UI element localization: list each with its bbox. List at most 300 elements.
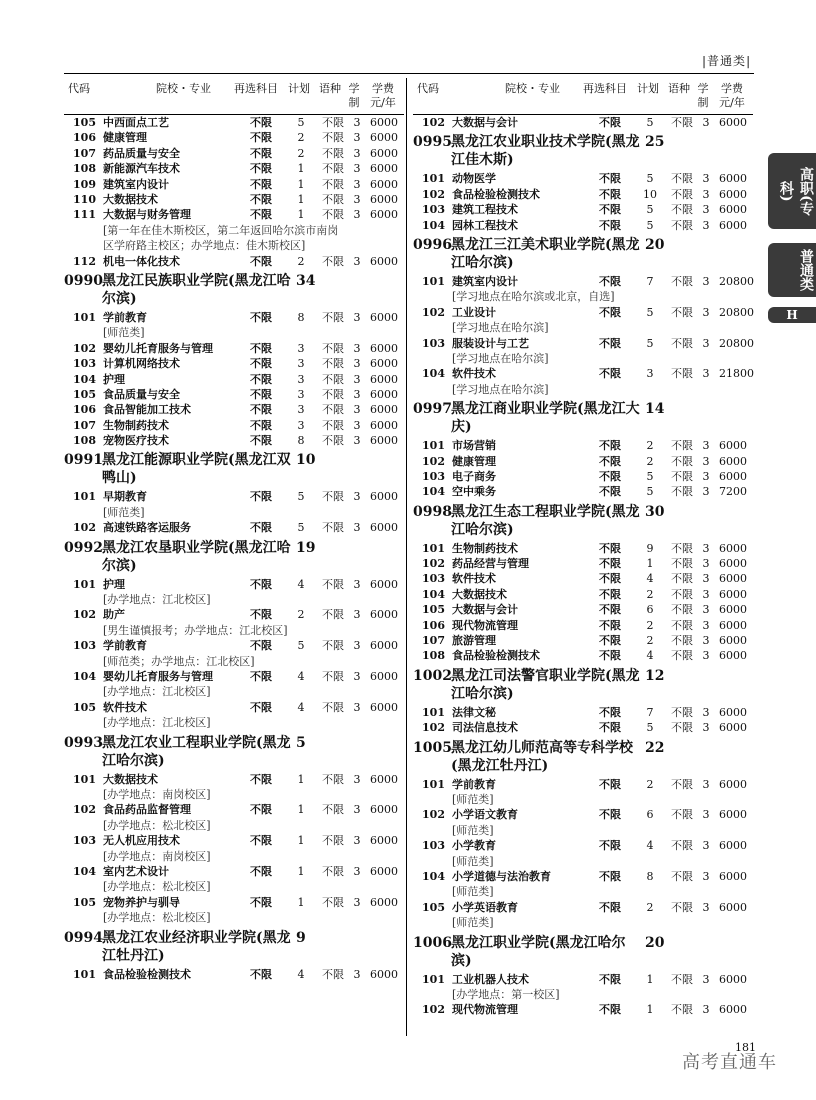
program-plan: 3 [297, 403, 305, 417]
school-name: 黑龙江民族职业学院(黑龙江哈尔滨) [102, 272, 291, 307]
program-plan: 5 [646, 485, 654, 499]
program-name: 高速铁路客运服务 [103, 521, 191, 535]
program-language: 不限 [322, 895, 344, 909]
school-code: 0996 [413, 236, 452, 253]
side-tabs [762, 153, 816, 323]
program-code: 103 [422, 203, 445, 217]
program-plan: 4 [297, 700, 305, 714]
program-row [64, 254, 404, 269]
program-fee: 6000 [370, 162, 398, 176]
program-plan: 4 [297, 577, 305, 591]
program-subject: 不限 [250, 208, 272, 222]
program-years: 3 [702, 367, 710, 381]
page-number: 181 [735, 1041, 756, 1054]
program-code: 105 [422, 603, 445, 617]
program-fee: 6000 [719, 187, 747, 201]
program-row [413, 202, 753, 217]
program-years: 3 [353, 131, 361, 145]
program-language: 不限 [322, 434, 344, 448]
program-row [64, 520, 404, 535]
school-name: 黑龙江三江美术职业学院(黑龙江哈尔滨) [451, 236, 640, 271]
school-code: 1005 [413, 739, 452, 756]
program-name: 服装设计与工艺 [452, 336, 529, 350]
school-plan: 20 [645, 236, 665, 253]
program-row [64, 161, 404, 176]
header-subject: 再选科目 [583, 82, 627, 95]
program-language: 不限 [671, 454, 693, 468]
program-row [64, 387, 404, 402]
program-years: 3 [353, 670, 361, 684]
header-code: 代码 [68, 82, 90, 95]
program-subject: 不限 [250, 803, 272, 817]
program-plan: 3 [297, 387, 305, 401]
program-plan: 2 [646, 587, 654, 601]
program-language: 不限 [322, 357, 344, 371]
program-subject: 不限 [599, 603, 621, 617]
program-row [64, 895, 404, 910]
school-heading [64, 272, 404, 308]
category-tag-label: 普通类 [707, 54, 747, 68]
program-row [413, 648, 753, 663]
program-name: 旅游管理 [452, 634, 496, 648]
program-fee: 6000 [370, 192, 398, 206]
program-name: 现代物流管理 [452, 1003, 518, 1017]
program-language: 不限 [671, 618, 693, 632]
program-name: 药品经营与管理 [452, 557, 529, 571]
program-language: 不限 [322, 131, 344, 145]
program-years: 3 [353, 803, 361, 817]
program-fee: 6000 [719, 572, 747, 586]
program-fee: 6000 [719, 218, 747, 232]
program-plan: 2 [297, 146, 305, 160]
program-name: 健康管理 [103, 131, 147, 145]
program-fee: 6000 [370, 700, 398, 714]
program-subject: 不限 [599, 203, 621, 217]
program-code: 102 [422, 557, 445, 571]
program-fee: 6000 [370, 208, 398, 222]
school-code: 0990 [64, 272, 103, 289]
table-header [64, 80, 404, 115]
program-note: [师范类] [452, 823, 494, 837]
program-note: [办学地点：松北校区] [103, 818, 211, 832]
program-note: [师范类] [452, 793, 494, 806]
program-plan: 6 [646, 603, 654, 617]
program-plan: 10 [643, 187, 657, 201]
program-name: 宠物养护与驯导 [103, 895, 180, 909]
program-language: 不限 [671, 172, 693, 186]
program-language: 不限 [671, 870, 693, 883]
program-fee: 6000 [719, 870, 747, 883]
program-code: 104 [73, 372, 96, 386]
program-name: 现代物流管理 [452, 618, 518, 632]
program-plan: 1 [297, 177, 305, 191]
program-row [413, 484, 753, 499]
program-code: 104 [422, 870, 445, 883]
program-code: 104 [422, 367, 445, 381]
program-language: 不限 [671, 649, 693, 663]
program-row [413, 336, 753, 351]
school-plan: 19 [296, 539, 316, 556]
program-row [413, 705, 753, 720]
program-fee: 6000 [719, 808, 747, 822]
program-language: 不限 [671, 203, 693, 217]
program-plan: 4 [646, 839, 654, 853]
left-column [64, 80, 404, 982]
program-years: 3 [702, 587, 710, 601]
tab-higher-vocational[interactable]: 高职(专科) [768, 153, 816, 229]
program-years: 3 [353, 387, 361, 401]
program-subject: 不限 [250, 372, 272, 386]
program-years: 3 [353, 208, 361, 222]
program-subject: 不限 [250, 865, 272, 879]
program-subject: 不限 [250, 387, 272, 401]
program-row [413, 454, 753, 469]
program-name: 小学道德与法治教育 [452, 870, 551, 883]
program-fee: 20800 [719, 274, 754, 288]
program-plan: 2 [297, 131, 305, 145]
program-years: 3 [353, 418, 361, 432]
program-fee: 6000 [370, 310, 398, 324]
program-name: 药品质量与安全 [103, 146, 180, 160]
program-fee: 6000 [370, 341, 398, 355]
program-language: 不限 [671, 305, 693, 319]
program-plan: 3 [297, 418, 305, 432]
program-plan: 5 [646, 336, 654, 350]
program-note: [办学地点：南岗校区] [103, 849, 211, 863]
program-language: 不限 [322, 146, 344, 160]
program-code: 103 [422, 839, 445, 853]
program-fee: 7200 [719, 485, 747, 499]
school-code: 0994 [64, 929, 103, 946]
program-name: 食品检验检测技术 [103, 967, 191, 981]
program-row [64, 207, 404, 222]
school-heading [64, 734, 404, 770]
program-years: 3 [353, 608, 361, 622]
program-name: 婴幼儿托育服务与管理 [103, 670, 213, 684]
program-row [413, 366, 753, 381]
program-name: 法律文秘 [452, 705, 496, 719]
program-fee: 6000 [370, 177, 398, 191]
program-years: 3 [353, 177, 361, 191]
program-note: [学习地点在哈尔滨或北京，自选] [452, 290, 615, 304]
program-code: 106 [422, 618, 445, 632]
program-plan: 1 [297, 895, 305, 909]
program-fee: 6000 [719, 172, 747, 186]
program-code: 102 [422, 116, 445, 129]
program-note: [办学地点：南岗校区] [103, 788, 211, 802]
program-language: 不限 [671, 972, 693, 986]
program-name: 工业机器人技术 [452, 972, 529, 986]
program-note: [学习地点在哈尔滨] [452, 321, 549, 335]
program-subject: 不限 [599, 777, 621, 791]
program-row [64, 130, 404, 145]
program-language: 不限 [322, 772, 344, 786]
program-years: 3 [353, 700, 361, 714]
school-heading [413, 503, 753, 539]
program-years: 3 [702, 972, 710, 986]
program-language: 不限 [322, 208, 344, 222]
program-years: 3 [353, 341, 361, 355]
program-years: 3 [353, 967, 361, 981]
program-code: 104 [422, 485, 445, 499]
program-subject: 不限 [599, 972, 621, 986]
program-name: 大数据技术 [103, 772, 158, 786]
school-code: 0995 [413, 134, 452, 151]
program-plan: 1 [297, 865, 305, 879]
program-years: 3 [353, 639, 361, 653]
program-row [64, 489, 404, 504]
school-heading [413, 739, 753, 775]
program-plan: 4 [646, 649, 654, 663]
header-school: 院校・专业 [156, 82, 211, 95]
program-plan: 9 [646, 541, 654, 555]
program-language: 不限 [322, 116, 344, 129]
program-note: [办学地点：松北校区] [103, 880, 211, 894]
program-row [64, 833, 404, 848]
program-subject: 不限 [599, 187, 621, 201]
school-name: 黑龙江农业工程职业学院(黑龙江哈尔滨) [102, 734, 291, 769]
school-name: 黑龙江商业职业学院(黑龙江大庆) [451, 401, 640, 436]
program-subject: 不限 [599, 367, 621, 381]
program-code: 101 [422, 172, 445, 186]
program-subject: 不限 [250, 772, 272, 786]
program-years: 3 [353, 521, 361, 535]
program-subject: 不限 [250, 521, 272, 535]
program-fee: 6000 [719, 618, 747, 632]
school-heading [413, 400, 753, 436]
program-language: 不限 [322, 670, 344, 684]
program-name: 小学英语教育 [452, 900, 518, 914]
tab-general[interactable]: 普通类 [768, 243, 816, 297]
program-fee: 6000 [719, 777, 747, 791]
program-row [64, 146, 404, 161]
program-code: 105 [73, 387, 96, 401]
column-divider [406, 78, 407, 1036]
program-code: 109 [73, 177, 96, 191]
program-subject: 不限 [250, 608, 272, 622]
program-subject: 不限 [599, 1003, 621, 1017]
program-plan: 5 [646, 721, 654, 735]
header-plan: 计划 [637, 82, 659, 95]
program-years: 3 [353, 357, 361, 371]
school-name: 黑龙江农业职业技术学院(黑龙江佳木斯) [451, 134, 640, 169]
program-language: 不限 [671, 634, 693, 648]
school-plan: 10 [296, 452, 316, 469]
program-years: 3 [353, 403, 361, 417]
program-name: 护理 [103, 577, 125, 591]
tab-h[interactable]: H [768, 307, 816, 323]
program-language: 不限 [322, 639, 344, 653]
program-years: 3 [702, 1003, 710, 1017]
program-years: 3 [702, 777, 710, 791]
program-name: 食品检验检测技术 [452, 649, 540, 663]
program-plan: 5 [297, 521, 305, 535]
school-plan: 14 [645, 401, 665, 418]
program-language: 不限 [322, 834, 344, 848]
right-column [413, 80, 753, 1018]
program-years: 3 [702, 203, 710, 217]
program-name: 大数据技术 [452, 587, 507, 601]
program-fee: 6000 [719, 721, 747, 735]
header-school: 院校・专业 [505, 82, 560, 95]
program-subject: 不限 [599, 116, 621, 129]
program-code: 105 [422, 900, 445, 914]
program-years: 3 [353, 895, 361, 909]
program-plan: 5 [297, 639, 305, 653]
program-name: 电子商务 [452, 469, 496, 483]
program-row [64, 341, 404, 356]
program-subject: 不限 [250, 490, 272, 504]
program-plan: 2 [646, 634, 654, 648]
program-code: 101 [73, 310, 96, 324]
program-plan: 7 [646, 705, 654, 719]
program-row [64, 433, 404, 448]
program-years: 3 [353, 146, 361, 160]
program-subject: 不限 [599, 721, 621, 735]
program-row [413, 807, 753, 822]
program-fee: 6000 [719, 900, 747, 914]
program-name: 学前教育 [103, 639, 147, 653]
program-plan: 5 [646, 305, 654, 319]
program-plan: 1 [297, 208, 305, 222]
program-fee: 6000 [370, 521, 398, 535]
program-name: 护理 [103, 372, 125, 386]
program-years: 3 [702, 870, 710, 883]
program-fee: 6000 [719, 1003, 747, 1017]
program-plan: 7 [646, 274, 654, 288]
program-subject: 不限 [599, 557, 621, 571]
program-years: 3 [702, 485, 710, 499]
program-code: 108 [422, 649, 445, 663]
program-plan: 5 [646, 116, 654, 129]
program-code: 110 [73, 192, 96, 206]
program-years: 3 [353, 865, 361, 879]
program-plan: 1 [297, 192, 305, 206]
program-name: 生物制药技术 [452, 541, 518, 555]
program-row [413, 469, 753, 484]
program-fee: 6000 [370, 772, 398, 786]
program-plan: 1 [646, 972, 654, 986]
program-row [64, 967, 404, 982]
program-row [64, 638, 404, 653]
header-fee: 学费元/年 [370, 82, 396, 109]
program-code: 101 [73, 490, 96, 504]
program-code: 102 [422, 305, 445, 319]
program-years: 3 [702, 618, 710, 632]
program-name: 软件技术 [452, 367, 496, 381]
program-row [413, 972, 753, 987]
program-language: 不限 [671, 777, 693, 791]
program-row [413, 556, 753, 571]
school-plan: 34 [296, 272, 316, 289]
program-subject: 不限 [250, 700, 272, 714]
program-code: 103 [73, 357, 96, 371]
program-language: 不限 [671, 116, 693, 129]
program-subject: 不限 [599, 839, 621, 853]
program-fee: 6000 [719, 541, 747, 555]
header-lang: 语种 [668, 82, 690, 95]
program-name: 计算机网络技术 [103, 357, 180, 371]
school-plan: 5 [296, 734, 306, 751]
program-name: 中西面点工艺 [103, 116, 169, 129]
header-subject: 再选科目 [234, 82, 278, 95]
program-fee: 6000 [370, 434, 398, 448]
program-code: 106 [73, 131, 96, 145]
program-plan: 2 [297, 608, 305, 622]
program-language: 不限 [322, 254, 344, 268]
program-subject: 不限 [250, 639, 272, 653]
program-name: 早期教育 [103, 490, 147, 504]
program-fee: 6000 [370, 372, 398, 386]
right-body [413, 115, 753, 1018]
program-name: 空中乘务 [452, 485, 496, 499]
program-subject: 不限 [599, 705, 621, 719]
program-fee: 6000 [719, 587, 747, 601]
school-heading [413, 934, 753, 970]
program-language: 不限 [671, 187, 693, 201]
program-language: 不限 [671, 1003, 693, 1017]
program-name: 动物医学 [452, 172, 496, 186]
program-years: 3 [702, 336, 710, 350]
program-subject: 不限 [599, 541, 621, 555]
program-language: 不限 [671, 367, 693, 381]
program-name: 软件技术 [452, 572, 496, 586]
program-fee: 6000 [370, 146, 398, 160]
program-row [413, 115, 753, 130]
program-language: 不限 [322, 177, 344, 191]
program-fee: 6000 [370, 608, 398, 622]
program-name: 助产 [103, 608, 125, 622]
program-language: 不限 [671, 557, 693, 571]
program-row [413, 171, 753, 186]
program-language: 不限 [671, 900, 693, 914]
program-subject: 不限 [599, 305, 621, 319]
program-plan: 5 [646, 218, 654, 232]
program-row [413, 438, 753, 453]
program-years: 3 [702, 839, 710, 853]
program-code: 102 [73, 803, 96, 817]
program-code: 104 [73, 865, 96, 879]
program-years: 3 [702, 218, 710, 232]
program-name: 健康管理 [452, 454, 496, 468]
program-plan: 1 [297, 772, 305, 786]
program-years: 3 [353, 434, 361, 448]
program-years: 3 [353, 116, 361, 129]
program-language: 不限 [671, 218, 693, 232]
program-plan: 6 [646, 808, 654, 822]
program-plan: 2 [646, 454, 654, 468]
program-subject: 不限 [250, 116, 272, 129]
program-row [413, 720, 753, 735]
category-tag: |普通类| [702, 54, 752, 68]
program-years: 3 [702, 634, 710, 648]
program-plan: 3 [297, 372, 305, 386]
program-code: 101 [73, 772, 96, 786]
program-code: 105 [73, 116, 96, 129]
program-name: 司法信息技术 [452, 721, 518, 735]
program-plan: 1 [646, 1003, 654, 1017]
program-code: 101 [422, 777, 445, 791]
school-heading [64, 929, 404, 965]
program-language: 不限 [322, 192, 344, 206]
program-note: [办学地点：江北校区] [103, 685, 211, 699]
program-language: 不限 [671, 839, 693, 853]
program-fee: 6000 [719, 439, 747, 453]
program-row [64, 669, 404, 684]
program-years: 3 [353, 254, 361, 268]
program-row [413, 587, 753, 602]
program-subject: 不限 [250, 357, 272, 371]
